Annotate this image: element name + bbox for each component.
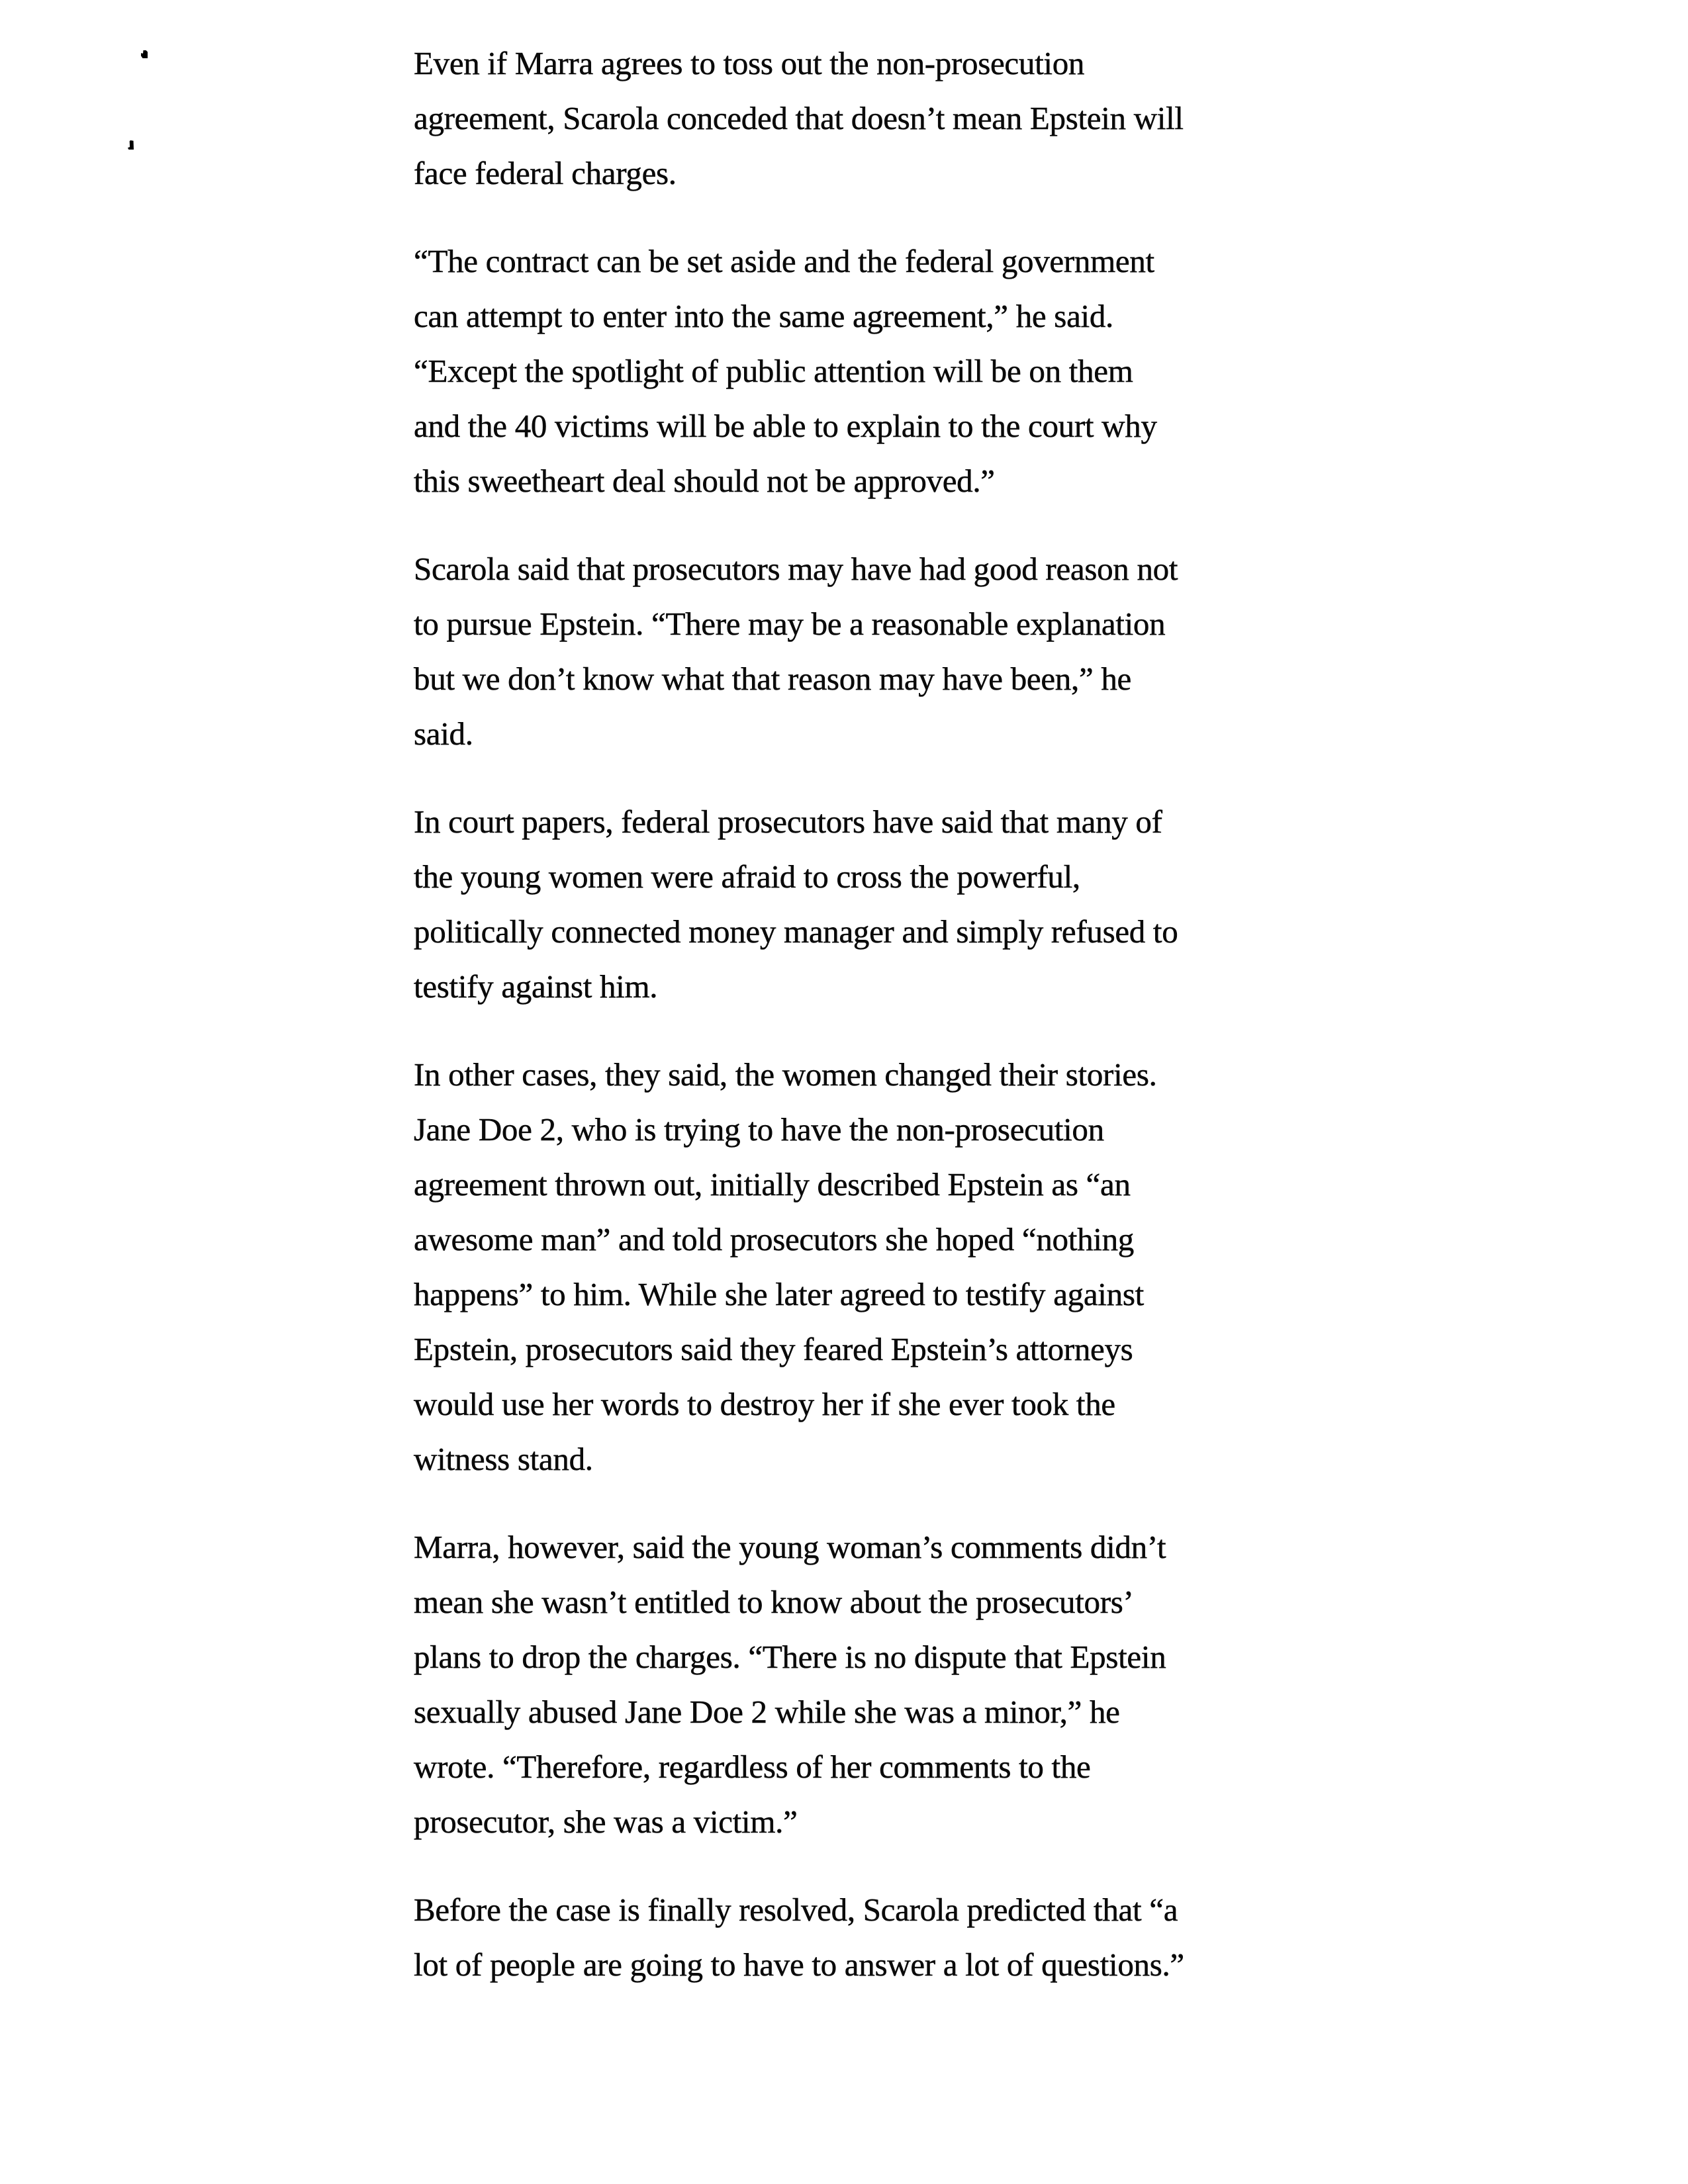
text-line: but we don’t know what that reason may have been,” he (414, 660, 1131, 697)
text-line: agreement, Scarola conceded that doesn’t mean Epstein will (414, 100, 1184, 136)
text-line: Marra, however, said the young woman’s comments didn’t (414, 1529, 1166, 1565)
text-line: “Except the spotlight of public attention will be on them (414, 353, 1133, 389)
text-line: and the 40 victims will be able to explain to the court why (414, 408, 1157, 444)
text-line: Jane Doe 2, who is trying to have the non-prosecution (414, 1111, 1104, 1148)
text-line: agreement thrown out, initially described Epstein as “an (414, 1166, 1131, 1203)
text-line: lot of people are going to have to answer a lot of questions.” (414, 1946, 1184, 1983)
text-line: Epstein, prosecutors said they feared Epstein’s attorneys (414, 1331, 1133, 1367)
text-line: wrote. “Therefore, regardless of her comments to the (414, 1749, 1091, 1785)
text-line: testify against him. (414, 968, 658, 1005)
text-line: said. (414, 715, 473, 752)
text-line: Even if Marra agrees to toss out the non-prosecution (414, 45, 1085, 81)
paragraph (414, 794, 1274, 1014)
text-line: Before the case is finally resolved, Scarola predicted that “a (414, 1891, 1178, 1928)
text-line: witness stand. (414, 1441, 593, 1477)
article-text (414, 36, 1274, 2025)
paragraph (414, 234, 1274, 508)
speck-2 (128, 140, 134, 150)
text-line: plans to drop the charges. “There is no dispute that Epstein (414, 1639, 1166, 1675)
paragraph (414, 1882, 1274, 1992)
text-line: would use her words to destroy her if she ever took the (414, 1386, 1115, 1422)
text-line: mean she wasn’t entitled to know about the prosecutors’ (414, 1584, 1134, 1620)
text-line: prosecutor, she was a victim.” (414, 1803, 798, 1840)
text-line: this sweetheart deal should not be approved.” (414, 463, 995, 499)
text-line: “The contract can be set aside and the federal government (414, 243, 1154, 279)
text-line: politically connected money manager and simply refused to (414, 913, 1178, 950)
speck-1 (141, 50, 148, 58)
text-line: In other cases, they said, the women changed their stories. (414, 1056, 1157, 1093)
text-line: the young women were afraid to cross the powerful, (414, 858, 1080, 895)
paragraph (414, 541, 1274, 761)
text-line: Scarola said that prosecutors may have had good reason not (414, 551, 1178, 587)
text-line: can attempt to enter into the same agreement,” he said. (414, 298, 1113, 334)
text-line: to pursue Epstein. “There may be a reasonable explanation (414, 606, 1166, 642)
text-line: sexually abused Jane Doe 2 while she was a minor,” he (414, 1694, 1120, 1730)
paragraph (414, 1047, 1274, 1486)
paragraph (414, 1520, 1274, 1849)
text-line: face federal charges. (414, 155, 677, 191)
paragraph (414, 36, 1274, 201)
text-line: In court papers, federal prosecutors have said that many of (414, 803, 1162, 840)
text-line: awesome man” and told prosecutors she hoped “nothing (414, 1221, 1134, 1257)
text-line: happens” to him. While she later agreed to testify against (414, 1276, 1144, 1312)
